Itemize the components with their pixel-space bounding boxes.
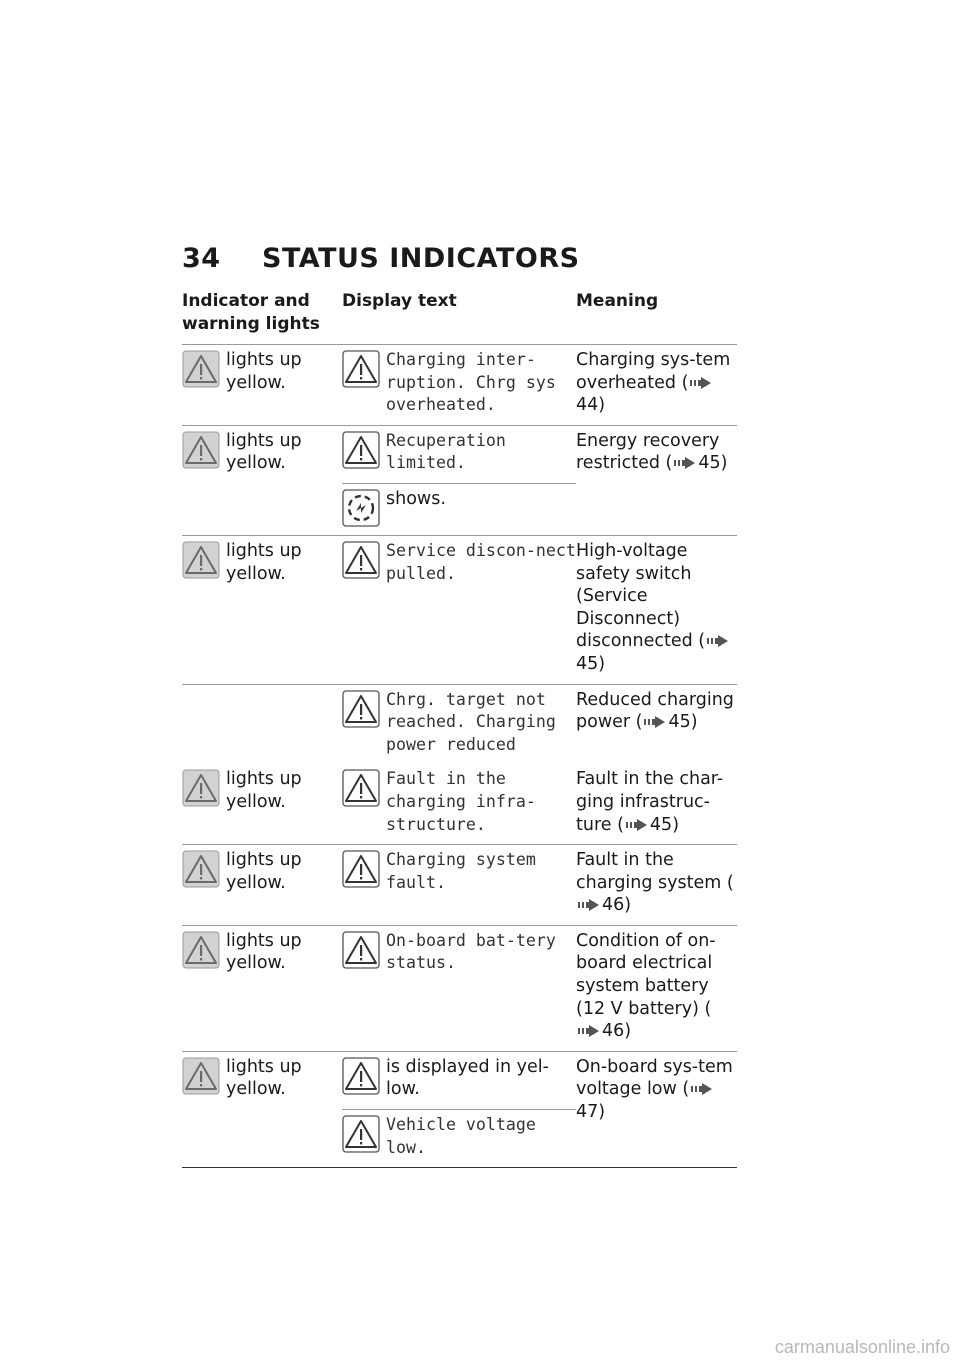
table-row: lights up yellow. Service discon-nect pulled. High-voltage safety switch (Service Disconnect) disconnected (45) xyxy=(182,535,737,684)
indicator-text: lights up yellow. xyxy=(226,930,302,974)
display-text-secondary: Vehicle voltage low. xyxy=(386,1115,536,1157)
arrow-right-icon xyxy=(690,377,712,389)
page-number: 34 xyxy=(182,243,221,274)
display-text-secondary: shows. xyxy=(386,488,446,509)
display-text: Chrg. target not reached. Charging power reduced xyxy=(386,689,556,754)
display-text: Fault in the charging infra-structure. xyxy=(386,769,536,834)
warning-triangle-outline-icon xyxy=(342,769,380,807)
warning-triangle-filled-icon xyxy=(182,850,220,888)
page-reference-link[interactable]: 45) xyxy=(649,814,680,835)
table-row: lights up yellow. Recuperation limited. Energy recovery restricted ( 45) xyxy=(182,425,737,483)
meaning-text: Reduced charging power xyxy=(576,689,734,733)
arrow-right-icon xyxy=(578,1025,600,1037)
arrow-right-icon xyxy=(674,457,696,469)
meaning-text: On-board sys-tem voltage low xyxy=(576,1056,733,1100)
page-title: STATUS INDICATORS xyxy=(262,243,580,274)
column-header-display: Display text xyxy=(342,290,576,345)
table-row: Chrg. target not reached. Charging power reduced Reduced charging power ( 45) xyxy=(182,684,737,764)
indicator-text: lights up yellow. xyxy=(226,540,302,584)
indicator-text: lights up yellow. xyxy=(226,850,302,893)
meaning-text: High-voltage safety switch (Service Disconnect) disconnected xyxy=(576,540,693,652)
meaning-text: Fault in the char-ging infrastruc-ture xyxy=(576,769,724,835)
table-header-row xyxy=(182,290,737,345)
table-row: lights up yellow. is displayed in yel-low. On-board sys-tem voltage low (47) xyxy=(182,1051,737,1109)
recuperation-icon xyxy=(342,489,380,527)
status-indicator-table xyxy=(182,290,737,1168)
arrow-right-icon xyxy=(578,899,600,911)
table-row: lights up yellow. On-board bat-tery status. Condition of on-board electrical system battery (12 V battery) (46) xyxy=(182,925,737,1051)
page-reference-link[interactable]: 46) xyxy=(602,895,632,916)
warning-triangle-outline-icon xyxy=(342,931,380,969)
display-text: Service discon-nect pulled. xyxy=(386,540,576,583)
meaning-text: Charging sys-tem overheated xyxy=(576,350,731,393)
display-text: Charging inter-ruption. Chrg sys overheated. xyxy=(386,350,556,415)
page-reference-link[interactable]: 44) xyxy=(576,395,606,416)
page-reference-link[interactable]: 46) xyxy=(602,1021,632,1042)
column-header-meaning: Meaning xyxy=(576,290,737,345)
watermark-footer: carmanualsonline.info xyxy=(774,1337,950,1357)
meaning-text: Energy recovery restricted xyxy=(576,430,720,474)
warning-triangle-filled-icon xyxy=(182,1057,220,1095)
page-header xyxy=(182,243,580,274)
warning-triangle-outline-icon xyxy=(342,1057,380,1095)
table-row: lights up yellow. Charging system fault. Fault in the charging system (46) xyxy=(182,845,737,926)
warning-triangle-outline-icon xyxy=(342,1115,380,1153)
column-header-indicator: Indicator and warning lights xyxy=(182,290,342,345)
arrow-right-icon xyxy=(626,819,648,831)
meaning-text: Condition of on-board electrical system battery (12 V battery) xyxy=(576,930,716,1019)
indicator-text: lights up yellow. xyxy=(226,1056,302,1100)
display-text: is displayed in yel-low. xyxy=(386,1056,549,1100)
indicator-text: lights up yellow. xyxy=(226,769,302,812)
warning-triangle-outline-icon xyxy=(342,350,380,388)
meaning-text: Fault in the charging system xyxy=(576,850,722,893)
arrow-right-icon xyxy=(691,1083,713,1095)
warning-triangle-filled-icon xyxy=(182,350,220,388)
table-row: lights up yellow. Fault in the charging infra-structure. Fault in the char-ging infrastruc-ture ( 45) xyxy=(182,764,737,844)
warning-triangle-filled-icon xyxy=(182,431,220,469)
display-text: On-board bat-tery status. xyxy=(386,930,556,973)
indicator-text: lights up yellow. xyxy=(226,430,302,474)
arrow-right-icon xyxy=(644,716,666,728)
page-reference-link[interactable]: 45) xyxy=(576,653,606,674)
warning-triangle-outline-icon xyxy=(342,850,380,888)
warning-triangle-outline-icon xyxy=(342,431,380,469)
warning-triangle-filled-icon xyxy=(182,769,220,807)
warning-triangle-outline-icon xyxy=(342,690,380,728)
page-reference-link[interactable]: 47) xyxy=(576,1102,606,1123)
display-text: Charging system fault. xyxy=(386,850,536,892)
page-reference-link[interactable]: 45) xyxy=(668,712,698,733)
warning-triangle-outline-icon xyxy=(342,541,380,579)
table-row: lights up yellow. Charging inter-ruption. Chrg sys overheated. Charging sys-tem overheated (44) xyxy=(182,345,737,426)
warning-triangle-filled-icon xyxy=(182,931,220,969)
page-reference-link[interactable]: 45) xyxy=(698,453,728,474)
warning-triangle-filled-icon xyxy=(182,541,220,579)
display-text: Recuperation limited. xyxy=(386,430,506,473)
arrow-right-icon xyxy=(707,635,729,647)
indicator-text: lights up yellow. xyxy=(226,350,302,393)
